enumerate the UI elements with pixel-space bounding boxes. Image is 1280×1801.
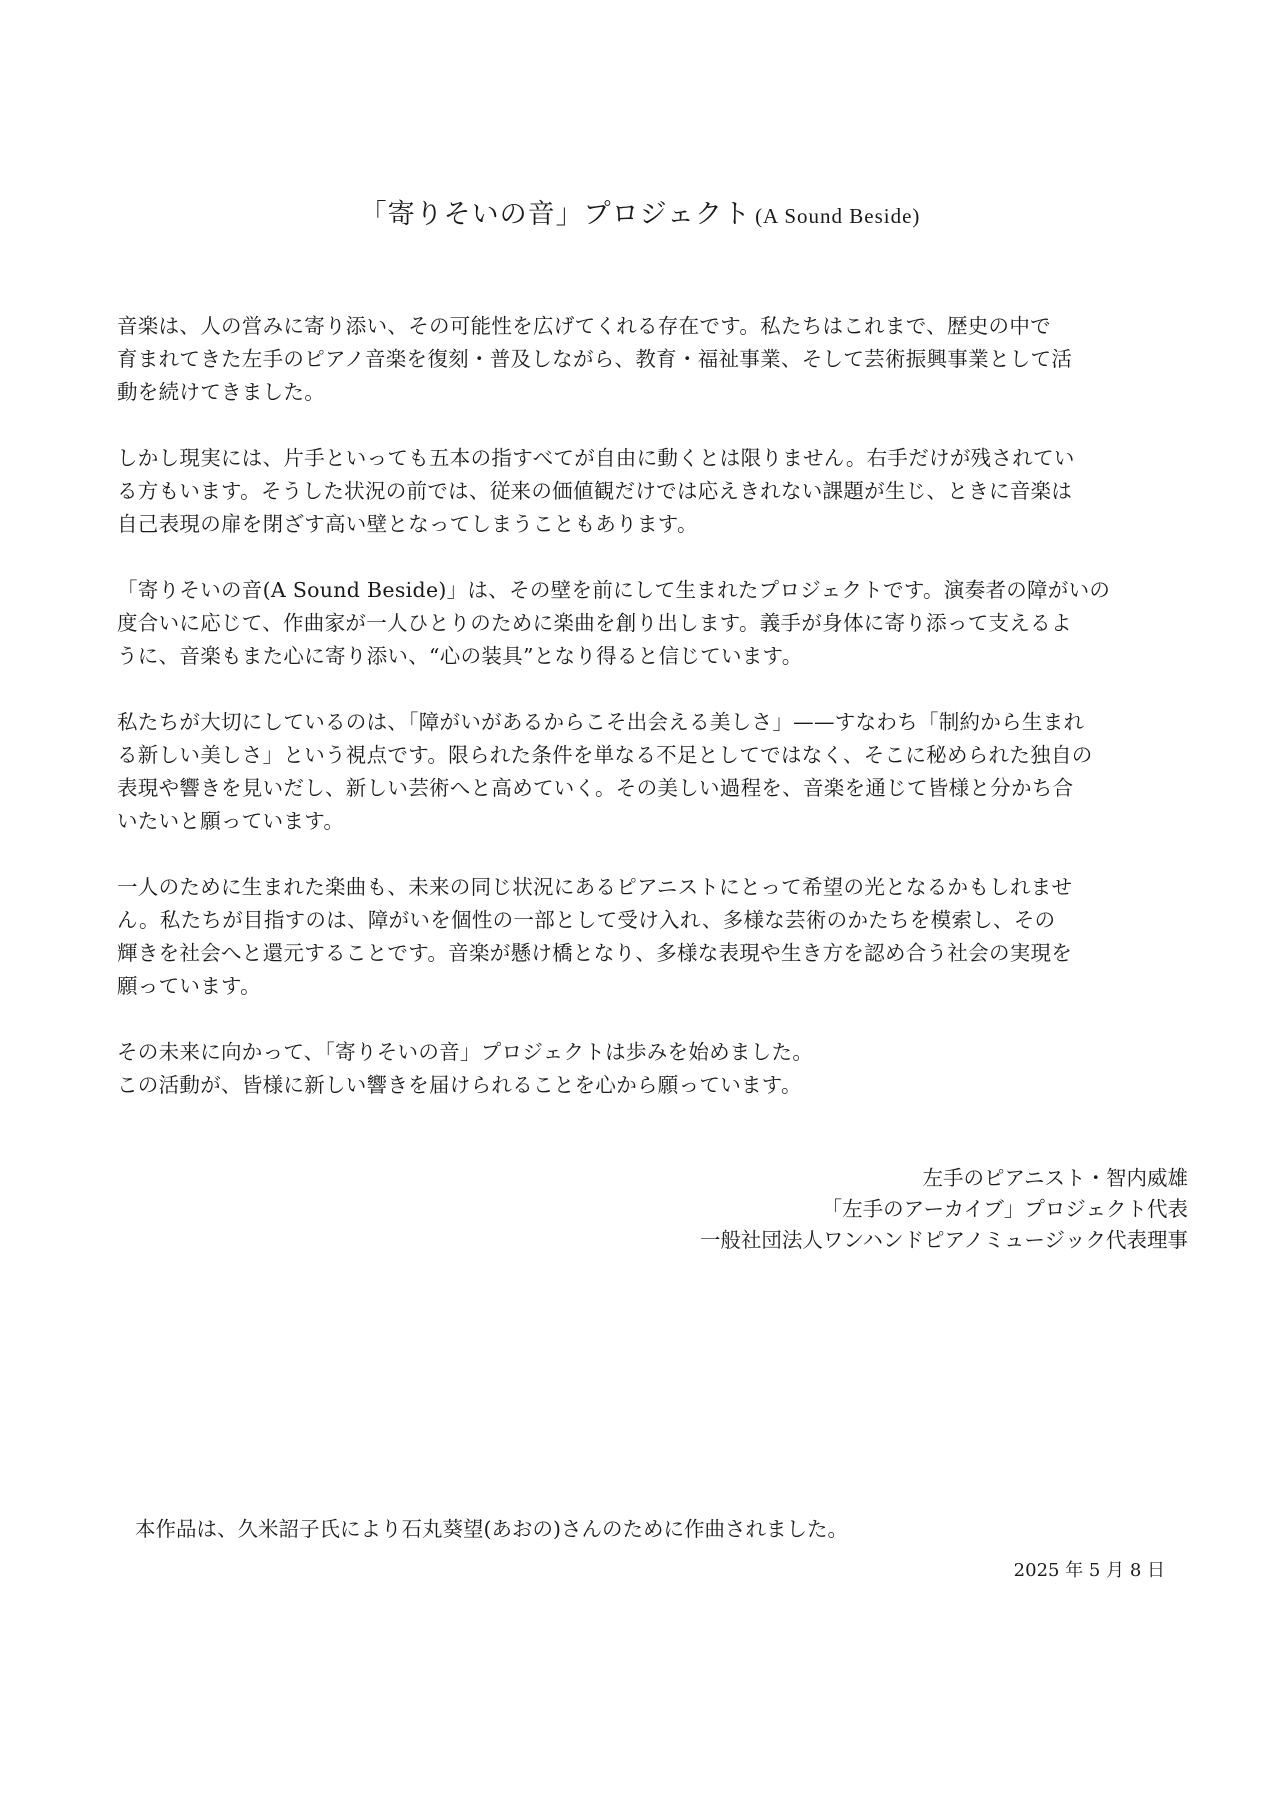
paragraph-line: ん。私たちが目指すのは、障がいを個性の一部として受け入れ、多様な芸術のかたちを模索し、その	[117, 908, 1056, 932]
paragraph-line: 動を続けてきました。	[117, 380, 325, 404]
paragraph-3	[117, 574, 1177, 673]
paragraph-line: 自己表現の扉を閉ざす高い壁となってしまうこともあります。	[117, 512, 698, 536]
paragraph-line: 「寄りそいの音(A Sound Beside)」は、その壁を前にして生まれたプロジェクトです。演奏者の障がいの	[117, 578, 1111, 602]
paragraph-2	[117, 442, 1177, 541]
paragraph-line: る方もいます。そうした状況の前では、従来の価値観だけでは応えきれない課題が生じ、ときに音楽は	[117, 479, 1073, 503]
composition-note: 本作品は、久米詔子氏により石丸葵望(あおの)さんのために作曲されました。	[135, 1517, 848, 1541]
paragraph-6	[117, 1036, 1177, 1102]
paragraph-line: その未来に向かって、「寄りそいの音」プロジェクトは歩みを始めました。	[117, 1040, 814, 1064]
paragraph-line: 願っています。	[117, 974, 261, 998]
paragraph-line: 私たちが大切にしているのは、「障がいがあるからこそ出会える美しさ」——すなわち「制約から生まれ	[117, 710, 1085, 734]
paragraph-4	[117, 706, 1177, 838]
paragraph-5	[117, 871, 1177, 1003]
paragraph-line: 表現や響きを見いだし、新しい芸術へと高めていく。その美しい過程を、音楽を通じて皆様と分かち合	[117, 776, 1074, 800]
document-date: 2025 年 5 月 8 日	[1013, 1560, 1165, 1581]
signature-role: 「左手のアーカイブ」プロジェクト代表	[821, 1197, 1188, 1221]
paragraph-line: 度合いに応じて、作曲家が一人ひとりのために楽曲を創り出します。義手が身体に寄り添って支えるよ	[117, 611, 1072, 635]
paragraph-line: この活動が、皆様に新しい響きを届けられることを心から願っています。	[117, 1073, 802, 1097]
document-title	[0, 192, 1280, 231]
title-subtitle: (A Sound Beside)	[755, 204, 921, 228]
signature-name: 左手のピアニスト・智内威雄	[922, 1166, 1188, 1190]
document-body	[117, 310, 1177, 1135]
paragraph-line: 音楽は、人の営みに寄り添い、その可能性を広げてくれる存在です。私たちはこれまで、歴史の中で	[117, 314, 1051, 338]
paragraph-line: いたいと願っています。	[117, 809, 345, 833]
paragraph-line: 輝きを社会へと還元することです。音楽が懸け橋となり、多様な表現や生き方を認め合う社会の実現を	[117, 941, 1073, 965]
signature-block	[700, 1163, 1188, 1256]
paragraph-line: しかし現実には、片手といっても五本の指すべてが自由に動くとは限りません。右手だけが残されてい	[117, 446, 1075, 470]
paragraph-1	[117, 310, 1177, 409]
signature-organization: 一般社団法人ワンハンドピアノミュージック代表理事	[699, 1228, 1188, 1252]
title-main: 「寄りそいの音」プロジェクト	[359, 199, 752, 230]
paragraph-line: 育まれてきた左手のピアノ音楽を復刻・普及しながら、教育・福祉事業、そして芸術振興事業として活	[117, 347, 1073, 371]
paragraph-line: うに、音楽もまた心に寄り添い、“心の装具”となり得ると信じています。	[117, 644, 803, 668]
paragraph-line: 一人のために生まれた楽曲も、未来の同じ状況にあるピアニストにとって希望の光となるかもしれませ	[117, 875, 1073, 899]
paragraph-line: る新しい美しさ」という視点です。限られた条件を単なる不足としてではなく、そこに秘められた独自の	[117, 743, 1093, 767]
